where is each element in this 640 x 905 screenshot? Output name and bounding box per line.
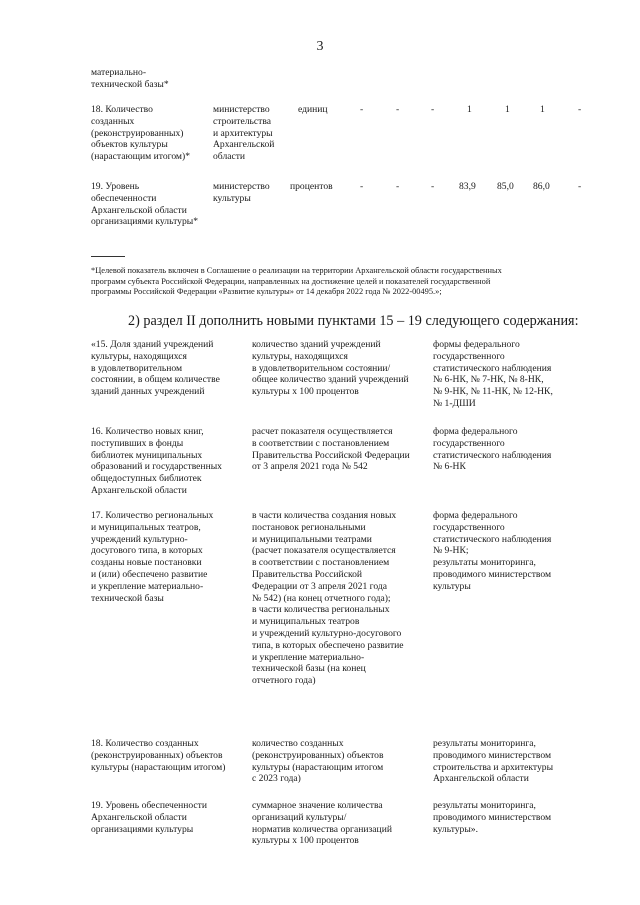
text-line: № 9-НК; [433,545,469,557]
text-line: и муниципальных театров [252,616,360,628]
text-line: в соответствии с постановлением [252,437,390,449]
text-line: культуры (нарастающим итогом) [91,761,226,773]
text-line: и муниципальных театров, [91,521,201,533]
table2-row19-method [252,800,392,847]
text-line: и муниципальными театрами [252,533,372,545]
text-line: и архитектуры [213,127,273,139]
text-line: организациями культуры [91,823,194,835]
text-line: статистического наблюдения [433,449,552,461]
text-line: № 6-НК [433,461,466,473]
text-line: форма федерального [433,426,518,437]
text-line: Федерации от 3 апреля 2021 года [252,580,388,592]
table1-row18-value: 1 [467,104,472,115]
text-line: форма федерального [433,510,518,521]
text-line: Архангельской области [91,484,187,496]
text-line: технической базы (на конец [252,663,366,675]
text-line: культуры х 100 процентов [252,386,359,398]
text-line: 18. Количество [91,104,153,115]
text-line: (расчет показателя осуществляется [252,545,396,557]
text-line: (реконструированных) объектов [91,749,223,761]
page-number: 3 [316,39,324,54]
text-line: Правительства Российской Федерации [252,449,410,461]
footnote-line: программ субъекта Российской Федерации, направленных на достижение целей и показателей государственной [91,276,491,286]
table1-row18-responsible [213,104,274,163]
table1-row19-name [91,181,198,228]
table2-row15-name [91,339,220,398]
table2-row15-source [433,339,553,410]
text-line: постановок региональными [252,521,366,533]
table2-row19-name [91,800,207,835]
text-line: общедоступных библиотек [91,473,202,485]
text-line: культуры, находящихся [252,350,348,362]
text-line: (реконструированных) [91,127,184,139]
text-line: 17. Количество региональных [91,510,214,521]
text-line: в части количества создания новых [252,510,397,521]
footnote-line: *Целевой показатель включен в Соглашение о реализации на территории Архангельской области государственных [91,266,502,275]
text-line: организаций культуры/ [252,811,347,823]
footnote-line: программы Российской Федерации «Развитие культуры» от 14 декабря 2022 года № 2022-00495.»; [91,287,442,297]
table1-row19-value: 86,0 [533,181,550,192]
text-line: технической базы [91,592,164,604]
text-line: библиотек муниципальных [91,449,203,461]
text-line: в соответствии с постановлением [252,557,390,569]
text-line: в удовлетворительном состоянии/ [252,362,391,374]
text-line: результаты мониторинга, [433,557,536,569]
text-line: культуры (нарастающим итогом [252,761,384,773]
text-line: (реконструированных) объектов [252,749,384,761]
text-line: и учреждений культурно-досугового [252,627,402,639]
text-line: результаты мониторинга, [433,738,536,749]
text-line: министерство [213,104,270,115]
table2-row18-method [252,738,383,785]
text-line: в части количества региональных [252,604,390,616]
text-line: (нарастающим итогом)* [91,151,190,163]
text-line: созданы новые постановки [91,557,202,569]
text-line: в удовлетворительном [91,362,183,374]
table1-row19-value: 85,0 [497,181,514,192]
text-line: проводимого министерством [433,749,552,761]
table2-row17-source [433,510,551,593]
text-line: Архангельской области [91,204,187,216]
text-line: материально- [91,67,147,78]
text-line: проводимого министерством [433,568,552,580]
text-line: результаты мониторинга, [433,800,536,811]
table1-row18-value: 1 [505,104,510,115]
text-line: культуры [213,192,251,204]
table1-row18-value: - [360,104,364,115]
text-line: общее количество зданий учреждений [252,374,409,386]
text-line: 18. Количество созданных [91,738,199,749]
text-line: культуры х 100 процентов [252,835,359,847]
text-line: и укрепление материально- [252,651,365,663]
footnote-divider [91,256,125,257]
text-line: норматив количества организаций [252,823,392,835]
text-line: формы федерального [433,339,520,350]
text-line: № 6-НК, № 7-НК, № 8-НК, [433,374,544,386]
text-line: отчетного года) [252,675,316,687]
text-line: 19. Уровень [91,181,140,192]
table2-row19-source [433,800,551,835]
text-line: Архангельской области [91,811,187,823]
text-line: организациями культуры* [91,216,198,228]
table1-row18-value: - [578,104,582,115]
table2-row17-method [252,510,404,687]
table2-row18-name [91,738,225,773]
text-line: обеспеченности [91,192,157,204]
text-line: № 542) (на конец отчетного года); [252,592,391,604]
text-line: статистического наблюдения [433,362,552,374]
footnote [91,266,593,298]
text-line: количество зданий учреждений [252,339,381,350]
table1-row19-unit: процентов [290,181,333,192]
text-line: культуры [433,580,471,592]
text-line: статистического наблюдения [433,533,552,545]
table1-row19-value: 83,9 [459,181,476,192]
text-line: технической базы* [91,78,169,90]
text-line: учреждений культурно- [91,533,188,545]
text-line: 19. Уровень обеспеченности [91,800,208,811]
text-line: государственного [433,437,505,449]
table2-row18-source [433,738,553,785]
table1-row18-unit: единиц [298,104,328,115]
text-line: созданных [91,115,135,127]
table1-row18-value: - [431,104,435,115]
text-line: «15. Доля зданий учреждений [91,339,214,350]
text-line: министерство [213,181,270,192]
table1-row18-name [91,104,190,163]
text-line: и (или) обеспечено развитие [91,568,208,580]
text-line: государственного [433,350,505,362]
table2-row16-name [91,426,222,497]
text-line: типа, в которых обеспечено развитие [252,639,404,651]
text-line: Архангельской [213,139,275,151]
table2-row16-method [252,426,410,473]
text-line: и укрепление материально- [91,580,204,592]
text-line: от 3 апреля 2021 года № 542 [252,461,368,473]
text-line: культуры, находящихся [91,350,187,362]
text-line: № 9-НК, № 11-НК, № 12-НК, [433,386,553,398]
text-line: состоянии, в общем количестве [91,374,220,386]
text-line: зданий данных учреждений [91,386,205,398]
table1-row18-value: - [396,104,400,115]
text-line: государственного [433,521,505,533]
table1-continuation [91,67,169,91]
section-heading: 2) раздел II дополнить новыми пунктами 15 – 19 следующего содержания: [128,313,579,329]
table1-row18-value: 1 [540,104,545,115]
text-line: досугового типа, в которых [91,545,203,557]
text-line: 16. Количество новых книг, [91,426,204,437]
table2-row16-source [433,426,551,473]
table1-row19-value: - [578,181,582,192]
text-line: № 1-ДШИ [433,397,476,409]
text-line: Правительства Российской [252,568,363,580]
text-line: образований и государственных [91,461,222,473]
text-line: расчет показателя осуществляется [252,426,393,437]
table1-row19-responsible [213,181,270,205]
table1-row19-value: - [396,181,400,192]
text-line: строительства [213,115,272,127]
text-line: количество созданных [252,738,344,749]
text-line: поступивших в фонды [91,437,184,449]
text-line: культуры». [433,823,478,835]
text-line: проводимого министерством [433,811,552,823]
table2-row15-method [252,339,409,398]
text-line: суммарное значение количества [252,800,383,811]
table1-row19-value: - [360,181,364,192]
text-line: Архангельской области [433,773,529,785]
table2-row17-name [91,510,213,604]
text-line: области [213,151,246,163]
table1-row19-value: - [431,181,435,192]
text-line: объектов культуры [91,139,168,151]
text-line: с 2023 года) [252,773,301,785]
text-line: строительства и архитектуры [433,761,554,773]
